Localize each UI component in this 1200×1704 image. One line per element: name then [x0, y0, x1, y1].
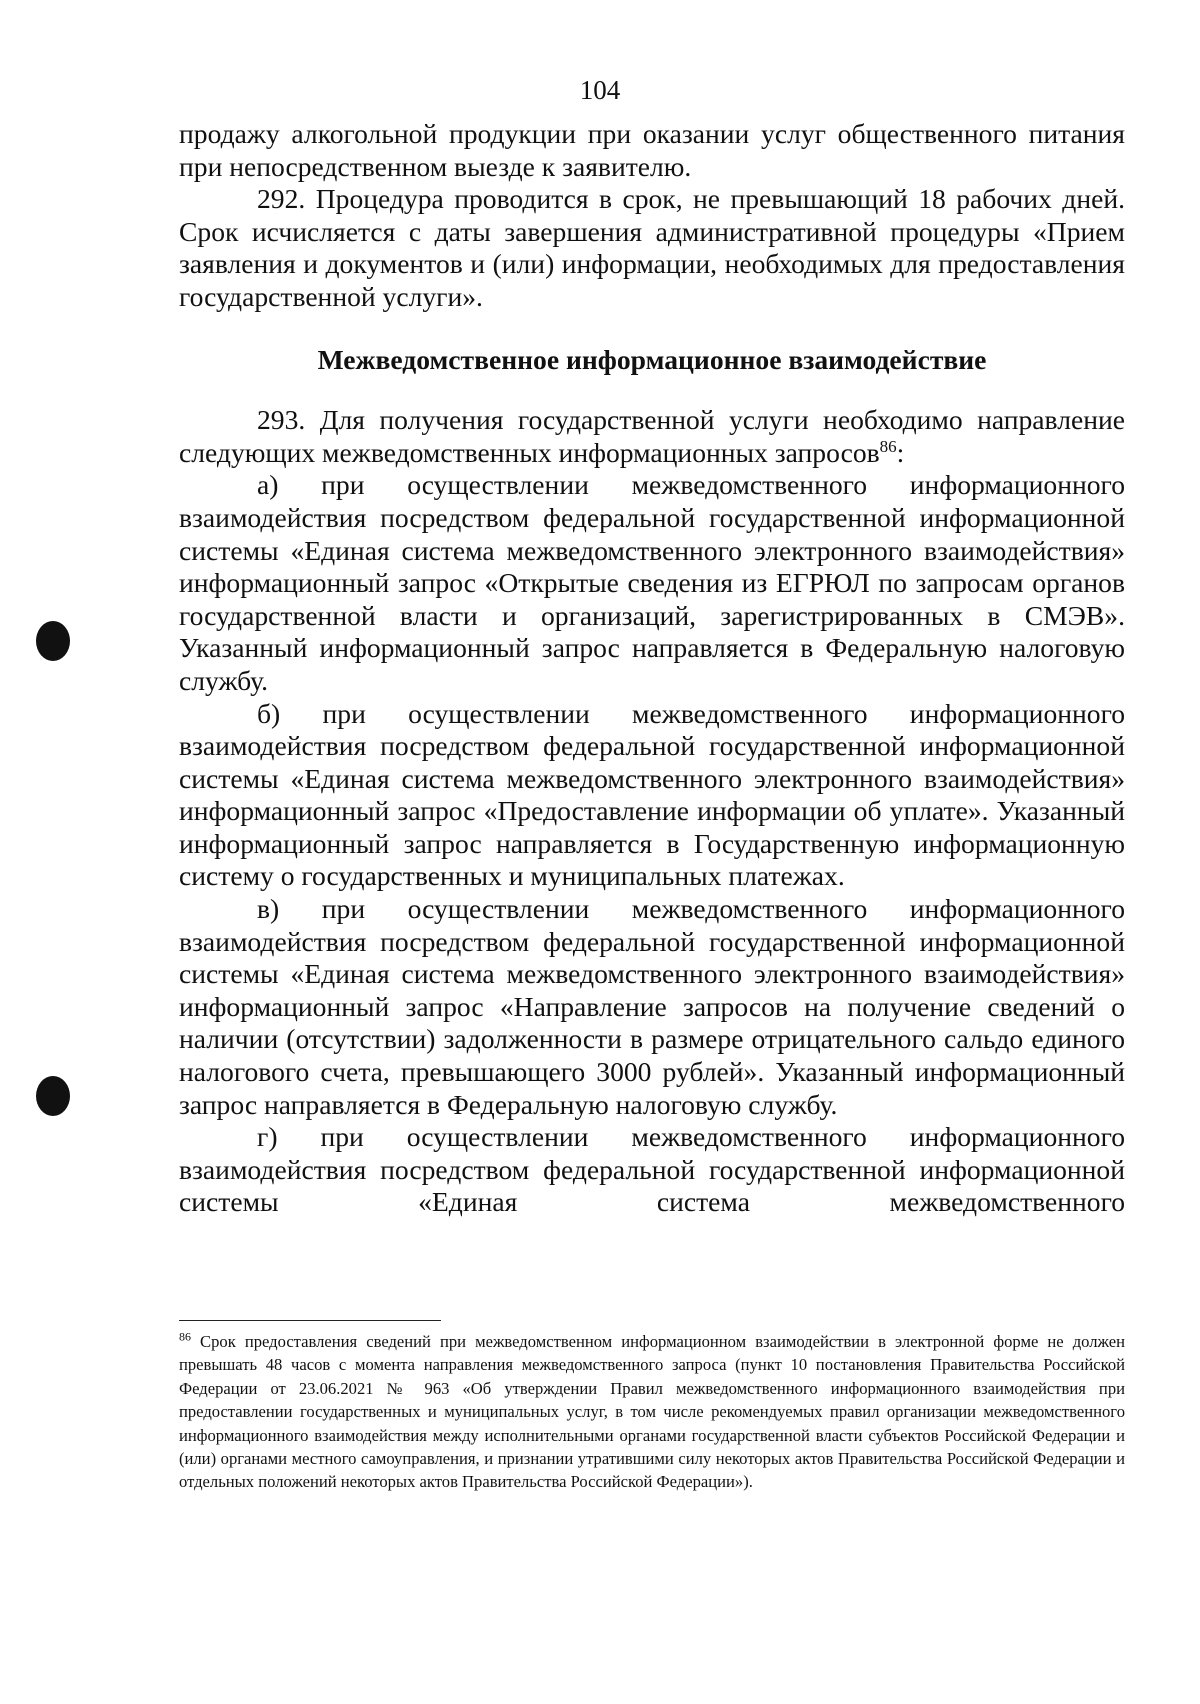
paragraph-continuation: продажу алкогольной продукции при оказании услуг общественного питания при непосредственном выезде к заявителю. — [179, 118, 1125, 182]
footnote-marker: 86 — [179, 1329, 191, 1344]
paragraph-293-text: 293. Для получения государственной услуги необходимо направление следующих межведомственных информационных запросов — [179, 404, 1125, 468]
footnote-reference: 86 — [879, 436, 897, 456]
list-item-v: в) при осуществлении межведомственного информационного взаимодействия посредством федеральной государственной информационной системы «Единая система межведомственного электронного взаимодействия» информационный запрос «Направление запросов на получение сведений о наличии (отсутствии) задолженности в размере отрицательного сальдо единого налогового счета, превышающего 3000 рублей». Указанный информационный запрос направляется в Федеральную налоговую службу. — [179, 893, 1125, 1120]
list-item-b: б) при осуществлении межведомственного информационного взаимодействия посредством федеральной государственной информационной системы «Единая система межведомственного электронного взаимодействия» информационный запрос «Предоставление информации об уплате». Указанный информационный запрос направляется в Государственную информационную систему о государственных и муниципальных платежах. — [179, 697, 1125, 892]
page-number: 104 — [579, 75, 621, 105]
document-body — [179, 118, 1125, 1219]
punch-hole-mark — [36, 621, 70, 661]
section-heading: Межведомственное информационное взаимодействие — [317, 343, 987, 375]
list-item-g: г) при осуществлении межведомственного информационного взаимодействия посредством федеральной государственной информационной системы «Единая система межведомственного — [179, 1121, 1125, 1218]
footnote-separator — [179, 1320, 441, 1321]
footnote — [179, 1330, 1125, 1494]
punch-hole-mark — [36, 1076, 70, 1116]
list-item-a: а) при осуществлении межведомственного информационного взаимодействия посредством федеральной государственной информационной системы «Единая система межведомственного электронного взаимодействия» информационный запрос «Открытые сведения из ЕГРЮЛ по запросам органов государственной власти и организаций, зарегистрированных в СМЭВ». Указанный информационный запрос направляется в Федеральную налоговую службу. — [179, 469, 1125, 696]
paragraph-292: 292. Процедура проводится в срок, не превышающий 18 рабочих дней. Срок исчисляется с даты завершения административной процедуры «Прием заявления и документов и (или) информации, необходимых для предоставления государственной услуги». — [179, 183, 1125, 312]
paragraph-293 — [179, 404, 1125, 469]
paragraph-293-tail: : — [896, 436, 905, 468]
footnote-text: Срок предоставления сведений при межведомственном информационном взаимодействии в электронной форме не должен превышать 48 часов с момента направления межведомственного запроса (пункт 10 постановления Правительства Российской Федерации от 23.06.2021 № 963 «Об утверждении Правил межведомственного информационного взаимодействия при предоставлении государственных и муниципальных услуг, в том числе рекомендуемых правил организации межведомственного информационного взаимодействия между исполнительными органами государственной власти субъектов Российской Федерации и (или) органами местного самоуправления, и признании утратившими силу некоторых актов Правительства Российской Федерации и отдельных положений некоторых актов Правительства Российской Федерации»). — [179, 1332, 1125, 1492]
